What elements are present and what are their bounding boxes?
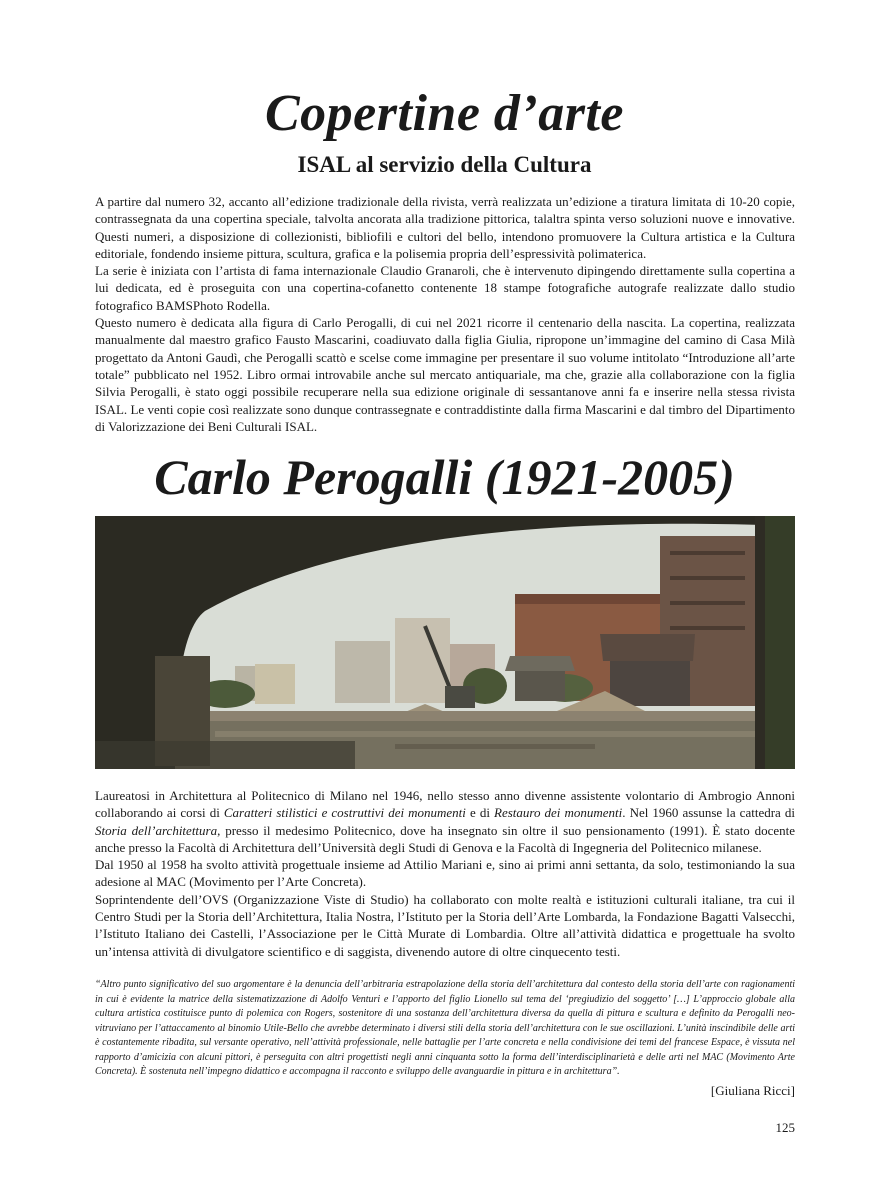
biography-text — [95, 787, 795, 960]
photo-building — [255, 664, 295, 704]
intro-paragraph: La serie è iniziata con l’artista di fama internazionale Claudio Granaroli, che è intervenuto dipingendo direttamente sulla copertina a lui dedicata, ed è proseguita con una copertina-cofanetto contenente 18 stampe fotografiche autografe realizzate dallo studio fotografico BAMSPhoto Rodella. — [95, 263, 795, 313]
photo-building — [395, 618, 450, 703]
bio-paragraph: Dal 1950 al 1958 ha svolto attività progettuale insieme ad Attilio Mariani e, sino ai primi anni settanta, da solo, testimoniando la sua adesione al MAC (Movimento per l’Arte Concreta). — [95, 857, 795, 890]
river-bridge-photo — [95, 516, 795, 769]
section-heading: Carlo Perogalli (1921-2005) — [154, 449, 735, 505]
intro-paragraph: Questo numero è dedicata alla figura di Carlo Perogalli, di cui nel 2021 ricorre il centenario della nascita. La copertina, realizzata manualmente dal maestro grafico Fausto Mascarini, coadiuvato dalla figlia Giulia, ripropone un’immagine del camino di Casa Milà progettato da Antoni Gaudì, che Perogalli scattò e scelse come immagine per presentare il suo volume intitolato “Introduzione all’arte totale” pubblicato nel 1952. Libro ormai introvabile anche sul mercato antiquariale, ma che, grazie alla collaborazione con la figlia Silvia Perogalli, è stato oggi possibile recuperare nella sua edizione originale di sessantanove anni fa e inserire nella stessa rivista ISAL. Le venti copie così realizzate sono dunque contrassegnate e contraddistinte dalla firma Mascarini e dal timbro del Dipartimento di Valorizzazione dei Beni Culturali ISAL. — [95, 315, 795, 434]
photo-window-row — [670, 626, 745, 630]
intro-text — [95, 193, 795, 435]
photo-window-row — [670, 551, 745, 555]
photo-reflection — [395, 744, 595, 749]
photo-crane-base — [445, 686, 475, 708]
photo-hopper — [505, 656, 575, 671]
page-number: 125 — [775, 1120, 795, 1135]
bio-paragraph — [95, 787, 795, 856]
quote-author: [Giuliana Ricci] — [710, 1083, 795, 1098]
course-title: Storia dell’architettura — [95, 822, 218, 838]
bio-text: . Nel 1960 assunse la cattedra di — [622, 805, 795, 821]
intro-paragraph: A partire dal numero 32, accanto all’edizione tradizionale della rivista, verrà realizzata un’edizione a tiratura limitata di 10-20 copie, contrassegnata da una copertina speciale, talvolta ancorata alla tradizione pittorica, talaltra spinta verso soluzioni nuove e innovative. Questi numeri, a disposizione di collezionisti, bibliofili e cultori del bello, intendono promuovere la Cultura artistica e la Cultura editoriale, fondendo insieme pittura, scultura, grafica e la polisemia propria dell’espressività polimaterica. — [95, 194, 795, 261]
photo-illustration — [95, 516, 795, 769]
bio-text: e di — [465, 805, 494, 821]
bio-text: , presso il medesimo Politecnico, dove ha insegnato sin oltre il suo pensionamento (1991). È stato docente anche presso la Facoltà di Architettura dell’Università degli Studi di Genova e la Facoltà di Ingegneria del Politecnico milanese. — [95, 822, 796, 855]
quotation: “Altro punto significativo del suo argomentare è la denuncia dell’arbitraria estrapolazione della storia dell’architettura dal contesto della storia dell’arte con ragionamenti in cui è evidente la matrice della sistematizzazione di Adolfo Venturi e l’apporto del figlio Lionello sul tema del ‘pregiudizio del soggetto’ […] L’approccio globale alla cultura artistica costituisce punto di polemica con Rogers, sostenitore di una sostanza dell’architettura diversa da quella di pittura e scultura e definito da Perogalli neo-vitruviano per l’attaccamento al binomio Utile-Bello che avrebbe determinato i diversi stili della storia dell’architettura con le sue oscillazioni. L’unità inscindibile delle arti è costantemente ribadita, sul versante operativo, nell’attività professionale, nelle battaglie per l’arte concreta e nella condivisione dei temi del francese Espace, è vissuta nel rapporto d’amicizia con alcuni pittori, è perseguita con altri progettisti negli anni cinquanta sotto la forma dell’interdisciplinarietà e delle arti nel MAC (Movimento Arte Concreta). È sostenuta nell’impegno didattico e accompagna il racconto e sviluppo delle avanguardie in pittura e in architettura”. — [95, 979, 795, 1077]
photo-reflection — [215, 731, 755, 737]
course-title: Restauro dei monumenti — [494, 805, 623, 821]
photo-foliage — [765, 516, 795, 769]
page-subtitle: ISAL al servizio della Cultura — [297, 152, 592, 177]
course-title: Caratteri stilistici e costruttivi dei monumenti — [223, 805, 466, 821]
photo-building — [335, 641, 390, 703]
photo-window-row — [670, 576, 745, 580]
bio-paragraph: Soprintendente dell’OVS (Organizzazione Viste di Studio) ha collaborato con molte realtà e istituzioni culturali italiane, tra cui il Centro Studi per la Storia dell’Architettura, Italia Nostra, l’Istituto per la Storia dell’Arte Lombarda, la Fondazione Bagatti Valsecchi, l’Istituto Italiano dei Castelli, l’Associazione per le Città Murate di Lombardia. Oltre all’attività didattica e progettuale ha svolto un’intensa attività di divulgatore scientifico e di saggista, divenendo autore di oltre cinquecento testi. — [95, 891, 795, 959]
bio-text: Laureatosi in Architettura al Politecnico di Milano nel 1946, nello stesso anno divenne assistente volontario di Ambrogio Annoni collaborando ai corsi di — [95, 788, 795, 821]
photo-window-row — [670, 601, 745, 605]
photo-roof — [515, 594, 665, 604]
photo-hopper — [610, 661, 690, 706]
photo-hopper — [600, 634, 695, 661]
photo-hopper — [515, 671, 565, 701]
photo-shore-rocks — [95, 741, 355, 769]
page-title: Copertine d’arte — [265, 85, 624, 142]
